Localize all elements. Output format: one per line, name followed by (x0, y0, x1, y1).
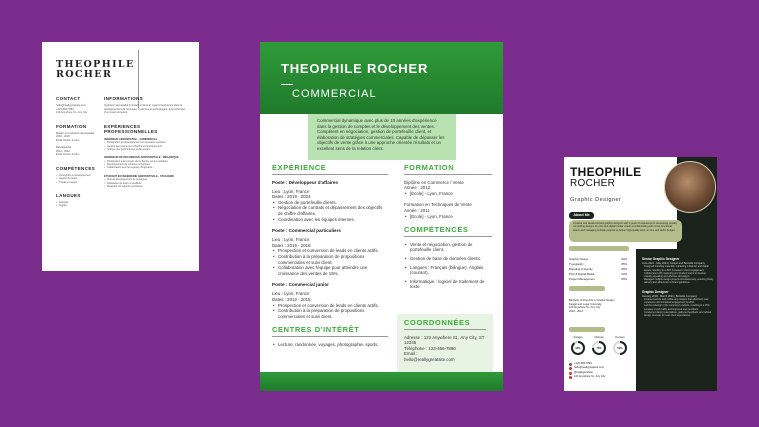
skill-row: Project Management 80% (569, 277, 627, 281)
language-ring: 90% (571, 341, 585, 355)
language-item: Chinois 75% (590, 335, 608, 355)
contact-line: Téléphone : 123-456-7890 (404, 345, 456, 351)
right-column (104, 96, 190, 197)
header-band (260, 42, 503, 114)
language-item: • Français (56, 201, 96, 204)
language-item: • Anglais (56, 204, 96, 207)
skill-item: • Gestion de projet (56, 177, 96, 180)
left-column (56, 96, 96, 216)
skills-list (569, 257, 627, 282)
contact-line: hello@reallygreatsite.com (404, 356, 455, 362)
job-bullet: • Négociation de contrats et dépassement des objectifs de chiffre d'affaires. (272, 205, 388, 216)
job-place: Lieu : Lyon, France (272, 291, 310, 297)
contact-row: +123-456-7890 (569, 362, 629, 366)
formation-school: • [École] - Lyon, France (404, 191, 492, 197)
resume-name: THEOPHILE ROCHER (56, 59, 135, 80)
job-item (272, 228, 388, 276)
languages-section (56, 193, 96, 208)
language-ring: 75% (592, 341, 606, 355)
interest-item: • Lecture, randonnée, voyages, photographie, sports. (272, 342, 388, 348)
job-bullet: • Coordination avec les équipes internes. (272, 217, 388, 223)
skill-item: • Vente et négociation, gestion de portefeuille client. (404, 242, 492, 253)
resume-right (564, 157, 717, 391)
resume-name-last: ROCHER (570, 178, 616, 189)
skill-row: Branding & Identity 80% (569, 267, 627, 271)
contact-line: 123 Anywhere St., Any City (56, 111, 88, 115)
section-header: CONTACT (56, 96, 81, 101)
skill-row: Print & Digital Media 90% (569, 272, 627, 276)
contact-list (569, 362, 629, 380)
section-header: FORMATION (56, 123, 87, 129)
phone-icon (569, 363, 572, 366)
job-dates: Dates : 2012 - 2015 (272, 296, 311, 302)
formation-item (404, 180, 492, 197)
job-line: • Participation au développement de nouveaux systèmes (104, 141, 190, 144)
skill-item: • Travail en équipe (56, 181, 96, 184)
contact-box (397, 314, 493, 372)
language-item: Korean 50% (611, 335, 629, 355)
skills-header-bar (569, 246, 629, 251)
section-header: EXPÉRIENCE (272, 163, 327, 172)
formation-line: École Ancien & Aéro (56, 153, 80, 157)
job-line: • Développement de modèles numériques (104, 163, 190, 166)
skill-row: Graphic Design 90% (569, 257, 627, 261)
formation-section (56, 124, 96, 157)
formation-line: 2018 - 2020 (56, 135, 70, 139)
job-line: • Réalisation de tests en soufflerie (104, 182, 190, 185)
footer-band (260, 372, 503, 391)
info-text: Ingénieur aérospatial innovant et dévoué, ayant l'expérience dans le développement de nouveaux systèmes et technologies, à la recherche d'un poste stimulant. (104, 104, 186, 115)
section-header: COMPÉTENCES (404, 225, 469, 235)
skill-item: • Langues : Français (bilingue), Anglais (courant). (404, 265, 492, 276)
location-icon (569, 376, 572, 379)
formation-degree: Diplôme en Commerce / Vente (404, 179, 464, 185)
skills-section (56, 166, 96, 184)
section-rule (404, 174, 492, 175)
resume-name-first: THEOPHILE (570, 165, 642, 179)
web-icon (569, 372, 572, 375)
summary-box: Commercial dynamique avec plus de 10 années d'expérience dans la gestion de comptes et le développement des ventes. Compétent en négociation, gestion de portefeuille client, et élaboration de stratégies commerciales. Capable de dépasser les objectifs de vente grâce à une approche orientée résultats et un excellent sens de la relation client. (308, 114, 456, 160)
experience-list (642, 257, 714, 322)
job-title: Poste : Développeur d'affaires (272, 179, 338, 185)
section-header: LANGUES (56, 192, 81, 198)
formation-line: 2016 - 2018 (56, 149, 70, 153)
right-column (404, 163, 492, 290)
formation-year: Année : 2011 (404, 207, 430, 213)
section-rule (272, 174, 388, 175)
job-bullet: • Collaboration avec l'équipe pour atteindre une croissance des ventes de 15%. (272, 265, 388, 276)
job-bullet: • Prospection et conversion de leads en clients actifs. (272, 248, 388, 254)
languages-list (569, 335, 629, 355)
job-line: • Participation à des projets de recherche sur les matériaux (104, 160, 190, 163)
language-item: Fauget 90% (569, 335, 587, 355)
languages-header-bar (569, 327, 605, 332)
experience-section (104, 124, 190, 188)
skill-row: Typography 85% (569, 262, 627, 266)
formation-line: École Ancien & Aéro (56, 138, 80, 142)
contact-line: Adresse : 123 Anywhere St., Any City, ST 12345 (404, 334, 485, 346)
job-dates: Dates : 2015 - 2018 (272, 242, 311, 248)
resume-middle (260, 42, 503, 391)
education-block: Bachelor of Fine Arts in Graphic Design Fauget and Lugar University 123 Anywhere St., Any City 2010 - 2014 (569, 299, 615, 313)
education-header-bar (569, 286, 605, 291)
job-dates: Dates : 2019 - 2024 (272, 194, 311, 200)
profile-photo (664, 161, 716, 213)
contact-row: @reallygreatsite (569, 371, 629, 375)
formation-year: Année : 2012 (404, 185, 431, 191)
job-item (104, 138, 190, 151)
skill-item: • Conception et développement (56, 174, 96, 177)
contact-section (56, 96, 96, 115)
job-bullet: • Gestion de portefeuille clients. (272, 200, 388, 206)
job-title: Poste : Commercial particuliers (272, 228, 341, 234)
section-rule (404, 236, 492, 237)
job-bullet: • Prospection et conversion de leads en clients actifs. (272, 303, 388, 309)
contact-row: 123 Anywhere St., Any City (569, 375, 629, 379)
about-text: Creative and detail-oriented graphic designer with 4 years of experience in developing visually compelling designs for print and digital media. Adept at collaborating with cross-functional teams and managing multiple projects to deliver high-quality work on time and within budget. (569, 220, 682, 242)
job-item (104, 175, 190, 188)
job-place: Lieu : Lyon, France (272, 188, 310, 194)
job-bullet: • Contribution à la préparation de propositions commerciales et suivi client. (272, 308, 388, 319)
formation-degree: Formation en Techniques de Vente (404, 202, 472, 208)
formation-line: Baccalauréat (56, 146, 72, 150)
contact-line: +123-456-7890 (56, 107, 74, 111)
job-line: • Rédaction de rapports techniques (104, 185, 190, 188)
resume-left (42, 42, 199, 271)
resume-name: THEOPHILE ROCHER (281, 61, 429, 76)
job-line: • Gestion des projets de recherche et développement (104, 145, 190, 148)
info-section (104, 96, 190, 115)
job-place: Lieu : Lyon, France (272, 237, 310, 243)
formation-school: • [École] - Lyon, France (404, 214, 492, 220)
skill-item: • Informatique : logiciel de traitement de texte. (404, 279, 492, 290)
left-column (272, 163, 388, 347)
experience-item: Graphic Designer January 2018 - March 2021 | Borcelle Company Created website and mobile app designs that effectively user experience and increased engagement by 20%. Led the redesign of the company's website, resulting in a 15% increase in web traffic and improved user feedback. Conducted client presentations, gathered feedback, and refined design concepts to meet client expectations. (642, 289, 712, 318)
job-title: INGÉNIEUR AÉROSPATIAL - COMMERCIAL (104, 137, 158, 141)
language-ring: 50% (613, 341, 627, 355)
section-rule (404, 329, 486, 330)
job-bullet: • Contribution à la préparation de propositions commerciales et suivi client. (272, 254, 388, 265)
title-underline (281, 84, 293, 85)
job-line: • Analyse des performances et des essais (104, 148, 190, 151)
formation-item (404, 202, 492, 219)
skill-item: • Gestion de base de données clients. (404, 256, 492, 262)
section-header: FORMATION (404, 163, 455, 172)
job-title: ÉTUDIANT EN INGÉNIERIE AÉROSPATIALE - STAGIAIRE (104, 174, 174, 178)
job-item (272, 180, 388, 223)
resume-role: Graphic Designer (570, 197, 622, 203)
formation-line: Master en ingénierie aérospatiale (56, 131, 95, 135)
section-rule (272, 336, 388, 337)
job-title: INGÉNIEUR DE RECHERCHE AÉROSPATIALE - MÉCANIQUE (104, 156, 179, 160)
experience-item: Senior Graphic Designer June 2021 - May 2024 | Fauget and Borcelle Company Designed branding materials, marketing collateral, and digital assets, resulting in a 30% increase in client engagement. Collaborated with marketing and product teams to develop visually appealing and effective campaigns. Managed multiple design projects simultaneously, ensuring timely delivery and adherence to brand guidelines. (642, 257, 714, 285)
contact-row: hello@reallygreatsite.com (569, 366, 629, 370)
section-header: COMPÉTENCES (56, 165, 96, 171)
job-item (104, 156, 190, 169)
section-header: INFORMATIONS (104, 96, 144, 101)
contact-line: hello@reallygreatsite.com (56, 104, 86, 107)
section-header: COORDONNÉES (404, 318, 471, 327)
section-header: EXPÉRIENCES PROFESSIONNELLES (104, 123, 158, 134)
job-line: • Aide au développement de prototypes (104, 178, 190, 181)
job-item (272, 282, 388, 319)
contact-line: Email : (404, 351, 418, 357)
job-line: • Collaboration avec les équipes d'ingénierie (104, 166, 190, 169)
email-icon (569, 367, 572, 370)
about-label: About Me (569, 212, 594, 219)
resume-title: COMMERCIAL (292, 88, 377, 100)
section-header: CENTRES D'INTÉRÊT (272, 325, 360, 335)
job-title: Poste : Commercial junior (272, 282, 329, 288)
